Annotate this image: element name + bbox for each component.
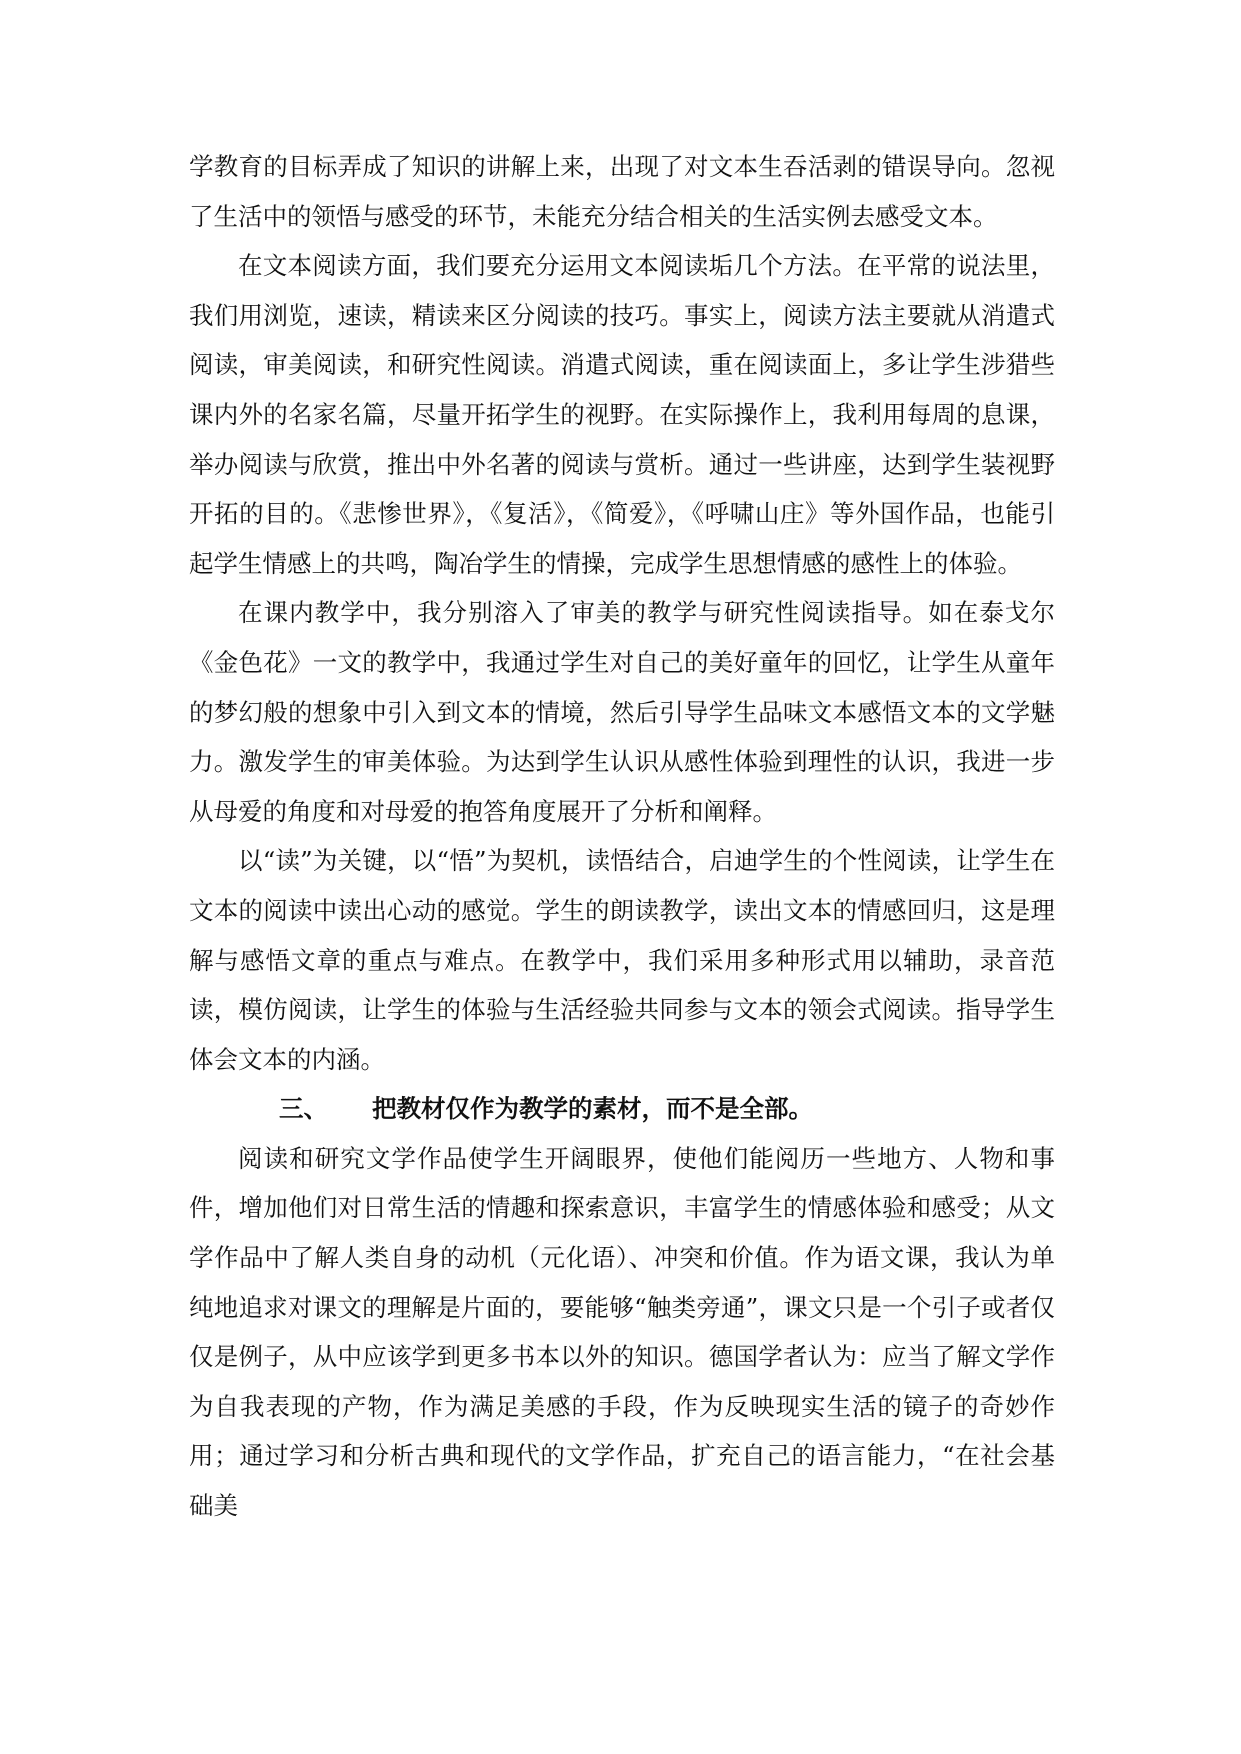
section-title: 把教材仅作为教学的素材，而不是全部。: [372, 1094, 813, 1124]
paragraph-continued: 学教育的目标弄成了知识的讲解上来，出现了对文本生吞活剥的错误导向。忽视了生活中的领悟与感受的环节，未能充分结合相关的生活实例去感受文本。: [189, 152, 1055, 231]
section-heading: [189, 1084, 1055, 1134]
paragraph-text-reading-methods: 在文本阅读方面，我们要充分运用文本阅读垢几个方法。在平常的说法里，我们用浏览，速读，精读来区分阅读的技巧。事实上，阅读方法主要就从消遣式阅读，审美阅读，和研究性阅读。消遣式阅读，重在阅读面上，多让学生涉猎些课内外的名家名篇，尽量开拓学生的视野。在实际操作上，我利用每周的息课，举办阅读与欣赏，推出中外名著的阅读与赏析。通过一些讲座，达到学生装视野开拓的目的。《悲惨世界》，《复活》，《简爱》，《呼啸山庄》等外国作品，也能引起学生情感上的共鸣，陶冶学生的情操，完成学生思想情感的感性上的体验。: [189, 251, 1055, 578]
section-number: 三、: [279, 1094, 328, 1124]
document-body: [189, 142, 1055, 1531]
paragraph-literature-study: 阅读和研究文学作品使学生开阔眼界，使他们能阅历一些地方、人物和事件，增加他们对日常生活的情趣和探索意识，丰富学生的情感体验和感受；从文学作品中了解人类自身的动机（元化语）、冲突和价值。作为语文课，我认为单纯地追求对课文的理解是片面的，要能够“触类旁通”，课文只是一个引子或者仅仅是例子，从中应该学到更多书本以外的知识。德国学者认为：应当了解文学作为自我表现的产物，作为满足美感的手段，作为反映现实生活的镜子的奇妙作用；通过学习和分析古典和现代的文学作品，扩充自己的语言能力，“在社会基础美: [189, 1143, 1055, 1521]
paragraph-in-class-teaching: 在课内教学中，我分别溶入了审美的教学与研究性阅读指导。如在泰戈尔《金色花》一文的教学中，我通过学生对自己的美好童年的回忆，让学生从童年的梦幻般的想象中引入到文本的情境，然后引导学生品味文本感悟文本的文学魅力。激发学生的审美体验。为达到学生认识从感性体验到理性的认识，我进一步从母爱的角度和对母爱的抱答角度展开了分析和阐释。: [189, 598, 1055, 826]
paragraph-reading-comprehension: 以“读”为关键，以“悟”为契机，读悟结合，启迪学生的个性阅读，让学生在文本的阅读中读出心动的感觉。学生的朗读教学，读出文本的情感回归，这是理解与感悟文章的重点与难点。在教学中，我们采用多种形式用以辅助，录音范读，模仿阅读，让学生的体验与生活经验共同参与文本的领会式阅读。指导学生体会文本的内涵。: [189, 846, 1055, 1074]
